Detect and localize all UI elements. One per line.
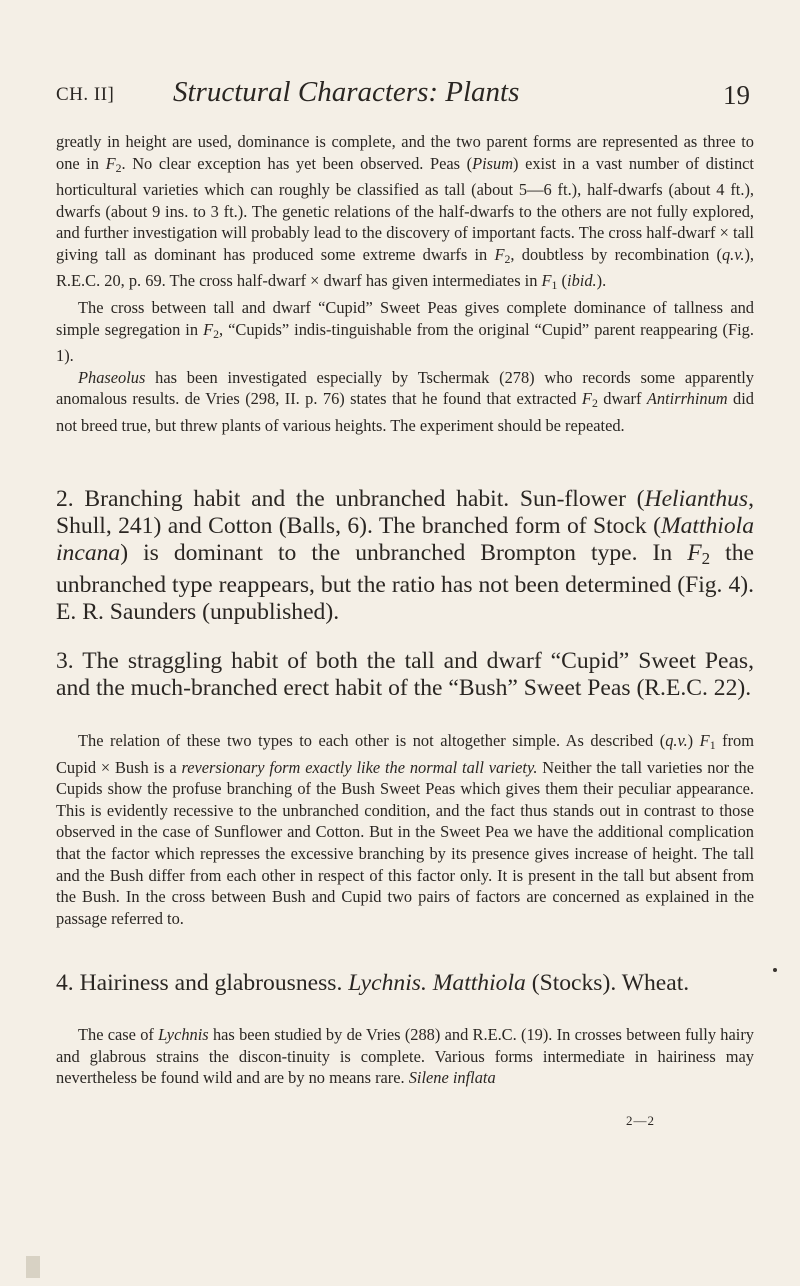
paragraph-sweet-pea-habit: The relation of these two types to each other is not altogether simple. As described (q.v.) $F_1$ from Cupid × Bush is a reversionary form exactly like the normal tall variety. Neither the tall varieties nor the Cupids show the profuse branching of the Bush Sweet Peas which gives them their peculiar appearance. This is evidently recessive to the unbranched condition, and the fact thus stands out in contrast to those observed in the case of Sunflower and Cotton. But in the Sweet Pea we have the additional complication that the factor which represses the excessive branching by its presence gives increase of height. The tall and the Bush differ from each other in respect of this factor only. It is present in the tall but absent from the Bush. In the cross between Bush and Cupid two pairs of factors are concerned as explained in the passage referred to. <box>56 731 754 928</box>
section-4-text <box>56 1024 754 1089</box>
running-title: Structural Characters: Plants <box>173 76 520 108</box>
section-2-heading: 2. Branching habit and the unbranched habit. Sun-flower (Helianthus, Shull, 241) and Cotton (Balls, 6). The branched form of Stock (Matthiola incana) is dominant to the unbranched Brompton type. In $F_2$ the unbranched type reappears, but the ratio has not been determined (Fig. 4). E. R. Saunders (unpublished). <box>56 486 754 626</box>
section-3-heading: 3. The straggling habit of both the tall and dwarf “Cupid” Sweet Peas, and the much-branched erect habit of the “Bush” Sweet Peas (R.E.C. 22). <box>56 648 754 701</box>
paragraph-cupid: The cross between tall and dwarf “Cupid” Sweet Peas gives complete dominance of tallness and simple segregation in $F_2$, “Cupids” indis-tinguishable from the original “Cupid” parent reappearing (Fig. 1). <box>56 297 754 366</box>
paragraph-peas: greatly in height are used, dominance is complete, and the two parent forms are represented as three to one in $F_2$. No clear exception has yet been observed. Peas (Pisum) exist in a vast number of distinct horticultural varieties which can roughly be classified as tall (about 5—6 ft.), half-dwarfs (about 4 ft.), dwarfs (about 9 ins. to 3 ft.). The genetic relations of the half-dwarfs to the others are not fully explored, and further investigation will probably lead to the discovery of important facts. The cross half-dwarf × tall giving tall as dominant has produced some extreme dwarfs in $F_2$, doubtless by recombination (q.v.), R.E.C. 20, p. 69. The cross half-dwarf × dwarf has given intermediates in $F_1$ (ibid.). <box>56 132 754 293</box>
scan-corner-mark <box>26 1256 40 1278</box>
margin-dot <box>773 968 777 972</box>
running-header <box>56 74 754 118</box>
paragraph-phaseolus: Phaseolus has been investigated especially by Tschermak (278) who records some apparently anomalous results. de Vries (298, II. p. 76) states that he found that extracted $F_2$ dwarf Antirrhinum did not breed true, but threw plants of various heights. The experiment should be repeated. <box>56 367 755 435</box>
opening-text-block <box>56 131 754 436</box>
signature-mark: 2—2 <box>626 1113 655 1128</box>
page-number: 19 <box>723 80 750 110</box>
section-4-heading: 4. Hairiness and glabrousness. Lychnis. Matthiola (Stocks). Wheat. <box>56 970 690 996</box>
chapter-label: CH. II] <box>56 84 115 105</box>
paragraph-lychnis: The case of Lychnis has been studied by de Vries (288) and R.E.C. (19). In crosses between fully hairy and glabrous strains the discon-tinuity is complete. Various forms intermediate in hairiness may nevertheless be found wild and are by no means rare. Silene inflata <box>56 1025 754 1088</box>
section-3-text <box>56 730 754 929</box>
